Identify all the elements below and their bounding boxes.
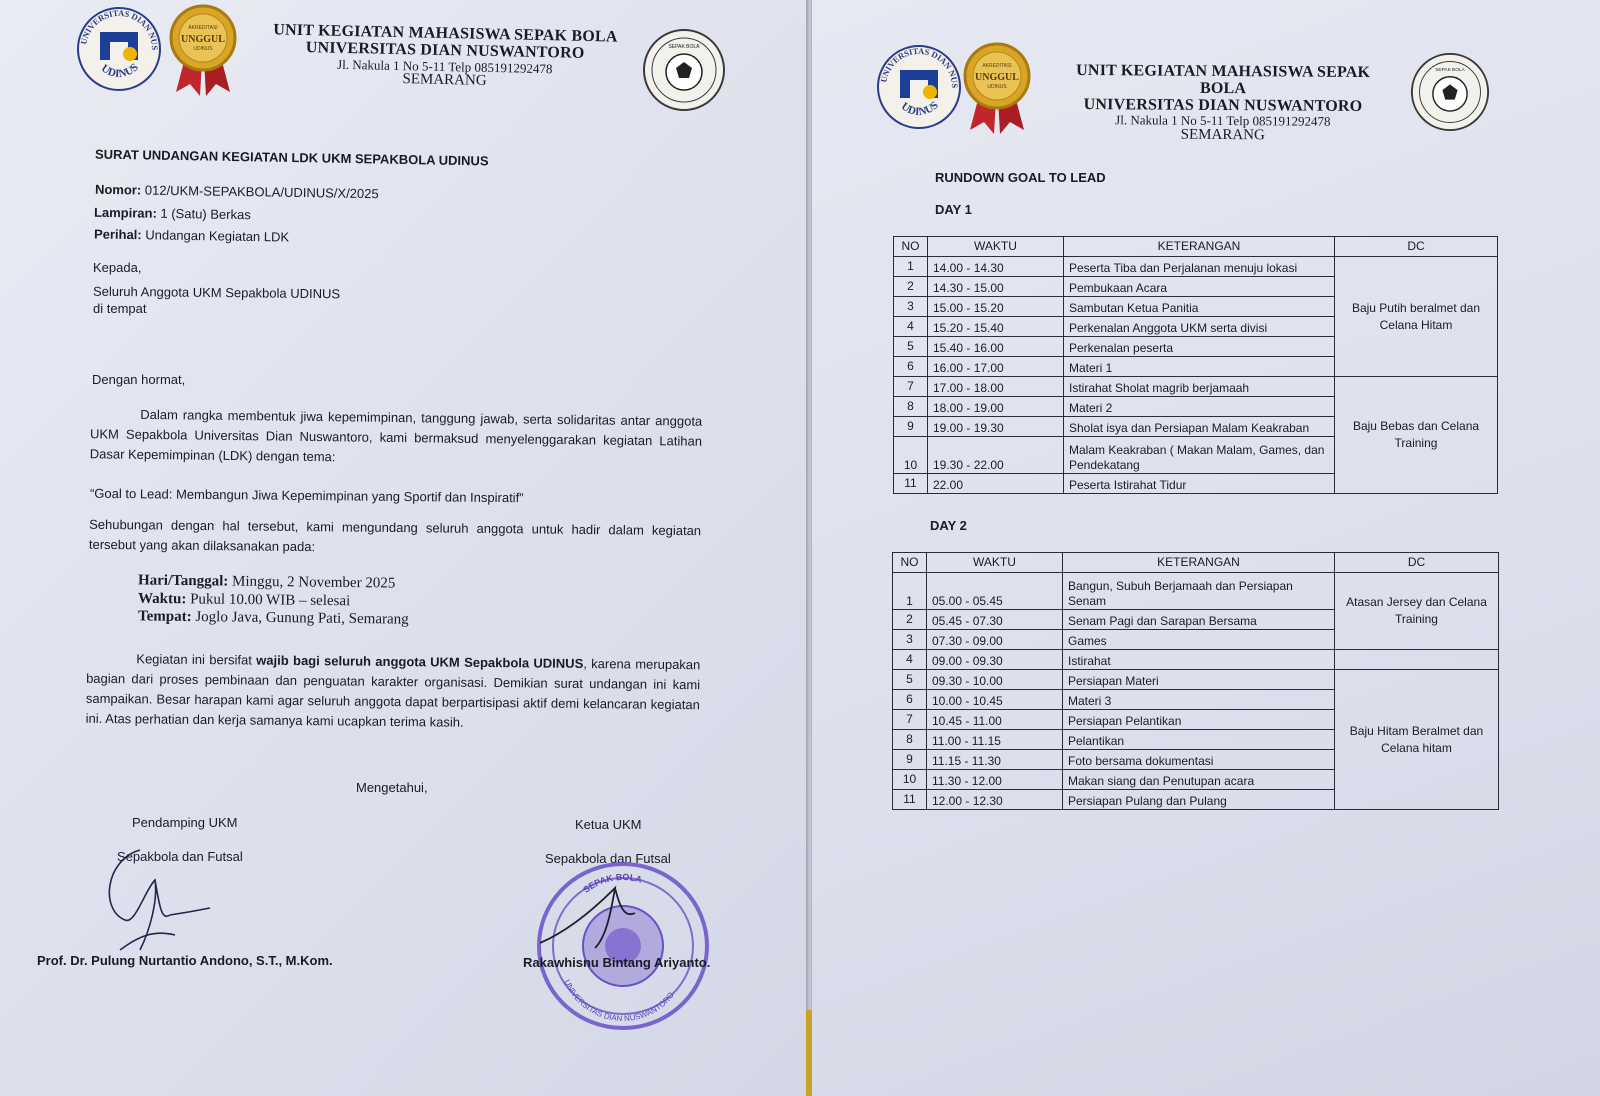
lampiran-value: 1 (Satu) Berkas xyxy=(156,205,251,223)
row-keterangan: Istirahat Sholat magrib berjamaah xyxy=(1064,377,1335,397)
udinus-logo xyxy=(76,6,162,92)
perihal-label: Perihal: xyxy=(93,226,142,243)
row-waktu: 15.40 - 16.00 xyxy=(928,337,1064,357)
signer-right-role-2: Sepakbola dan Futsal xyxy=(545,851,671,866)
time-label: Waktu: xyxy=(137,590,187,608)
row-no: 8 xyxy=(894,397,928,417)
day1-label: DAY 1 xyxy=(935,202,972,217)
row-no: 6 xyxy=(893,690,927,710)
club-logo-right xyxy=(1410,52,1490,132)
row-no: 11 xyxy=(893,790,927,810)
paragraph-2: Sehubungan dengan hal tersebut, kami mengundang seluruh anggota untuk hadir dalam kegiatan tersebut yang akan dilaksanakan pada: xyxy=(88,516,702,555)
row-waktu: 19.00 - 19.30 xyxy=(928,417,1064,437)
event-time xyxy=(138,591,350,611)
di-tempat: di tempat xyxy=(93,301,147,316)
letterhead-address: Jl. Nakula 1 No 5-11 Telp 085191292478 xyxy=(336,56,553,76)
recipient: Seluruh Anggota UKM Sepakbola UDINUS xyxy=(92,283,341,302)
svg-text:UNIVERSITAS DIAN NUSWANTORO: UNIVERSITAS DIAN NUSWANTORO xyxy=(562,978,676,1024)
udinus-logo-right xyxy=(876,44,962,130)
accreditation-badge xyxy=(168,4,238,98)
rundown-table-day2 xyxy=(892,552,1499,810)
row-keterangan: Persiapan Materi xyxy=(1063,670,1335,690)
header-waktu: WAKTU xyxy=(927,553,1063,573)
letterhead-line-2: UNIVERSITAS DIAN NUSWANTORO xyxy=(305,38,585,62)
table-row xyxy=(893,650,1499,670)
row-keterangan: Makan siang dan Penutupan acara xyxy=(1063,770,1335,790)
theme: “Goal to Lead: Membangun Jiwa Kepemimpinan yang Sportif dan Inspiratif” xyxy=(89,485,524,506)
date-value: Minggu, 2 November 2025 xyxy=(228,573,396,592)
letter-perihal xyxy=(94,226,289,244)
header-no: NO xyxy=(894,237,928,257)
time-value: Pukul 10.00 WIB – selesai xyxy=(186,591,351,610)
row-no: 7 xyxy=(894,377,928,397)
svg-text:UDINUS: UDINUS xyxy=(987,84,1007,90)
table-row xyxy=(893,670,1499,690)
signer-right-role: Ketua UKM xyxy=(575,817,642,832)
row-no: 11 xyxy=(894,474,928,494)
salutation: Dengan hormat, xyxy=(92,372,186,387)
row-no: 2 xyxy=(894,277,928,297)
header-dc: DC xyxy=(1335,237,1498,257)
row-waktu: 19.30 - 22.00 xyxy=(928,437,1064,474)
row-waktu: 09.00 - 09.30 xyxy=(927,650,1063,670)
row-waktu: 10.45 - 11.00 xyxy=(927,710,1063,730)
row-keterangan: Peserta Istirahat Tidur xyxy=(1064,474,1335,494)
row-keterangan: Malam Keakraban ( Makan Malam, Games, dan Pendekatang xyxy=(1064,437,1335,474)
nomor-label: Nomor: xyxy=(94,181,142,198)
svg-text:UNIVERSITAS DIAN NUSWANTORO: UNIVERSITAS DIAN NUS xyxy=(78,7,161,51)
row-no: 4 xyxy=(893,650,927,670)
row-waktu: 17.00 - 18.00 xyxy=(928,377,1064,397)
row-keterangan: Perkenalan Anggota UKM serta divisi xyxy=(1064,317,1335,337)
row-keterangan: Istirahat xyxy=(1063,650,1335,670)
row-keterangan: Pembukaan Acara xyxy=(1064,277,1335,297)
row-no: 5 xyxy=(893,670,927,690)
table-row xyxy=(893,573,1499,610)
row-keterangan: Pelantikan xyxy=(1063,730,1335,750)
header-no: NO xyxy=(893,553,927,573)
svg-text:UNGGUL: UNGGUL xyxy=(181,34,225,45)
paragraph-3-emphasis: wajib bagi seluruh anggota UKM Sepakbola UDINUS xyxy=(256,652,584,671)
accreditation-badge-right xyxy=(962,42,1032,136)
letterhead-right-line-1: UNIT KEGIATAN MAHASISWA SEPAK BOLA xyxy=(1076,61,1371,97)
table-header xyxy=(894,237,1498,257)
mengetahui: Mengetahui, xyxy=(356,780,428,795)
table-header xyxy=(893,553,1499,573)
row-no: 3 xyxy=(893,630,927,650)
row-keterangan: Perkenalan peserta xyxy=(1064,337,1335,357)
paragraph-3 xyxy=(86,649,701,735)
row-waktu: 18.00 - 19.00 xyxy=(928,397,1064,417)
signer-right-name: Rakawhisnu Bintang Ariyanto. xyxy=(523,955,711,970)
dress-code-empty xyxy=(1335,650,1499,670)
row-no: 6 xyxy=(894,357,928,377)
svg-text:SEPAK BOLA: SEPAK BOLA xyxy=(668,44,700,50)
paragraph-3-end: , karena merupakan bagian dari proses pembinaan dan penguatan karakter organisasi. Demikian surat undangan ini kami sampaikan. Besar harapan kami agar seluruh anggota dapat berpartisipasi aktif demi kelancaran kegiatan ini. Atas perhatian dan kerja samanya kami ucapkan terima kasih. xyxy=(85,655,701,730)
row-no: 9 xyxy=(893,750,927,770)
row-keterangan: Sholat isya dan Persiapan Malam Keakraban xyxy=(1064,417,1335,437)
signer-left-name: Prof. Dr. Pulung Nurtantio Andono, S.T., M.Kom. xyxy=(37,953,333,968)
row-no: 1 xyxy=(893,573,927,610)
row-no: 5 xyxy=(894,337,928,357)
row-waktu: 15.20 - 15.40 xyxy=(928,317,1064,337)
row-no: 2 xyxy=(893,610,927,630)
perihal-value: Undangan Kegiatan LDK xyxy=(141,227,290,245)
signer-left-role-2: Sepakbola dan Futsal xyxy=(117,849,243,864)
row-keterangan: Games xyxy=(1063,630,1335,650)
row-waktu: 22.00 xyxy=(928,474,1064,494)
row-waktu: 14.00 - 14.30 xyxy=(928,257,1064,277)
rundown-page xyxy=(812,0,1600,1096)
letterhead-right-address: Jl. Nakula 1 No 5-11 Telp 085191292478 xyxy=(1115,112,1331,130)
row-no: 9 xyxy=(894,417,928,437)
row-waktu: 07.30 - 09.00 xyxy=(927,630,1063,650)
letterhead-right-line-2: UNIVERSITAS DIAN NUSWANTORO xyxy=(1083,95,1363,115)
club-logo xyxy=(642,28,726,112)
letter-lampiran xyxy=(94,205,251,222)
row-keterangan: Foto bersama dokumentasi xyxy=(1063,750,1335,770)
row-waktu: 09.30 - 10.00 xyxy=(927,670,1063,690)
dress-code: Baju Putih beralmet dan Celana Hitam xyxy=(1335,257,1498,377)
row-no: 3 xyxy=(894,297,928,317)
row-keterangan: Persiapan Pulang dan Pulang xyxy=(1063,790,1335,810)
dress-code: Baju Hitam Beralmet dan Celana hitam xyxy=(1335,670,1499,810)
rundown-table-day1 xyxy=(893,236,1498,494)
letter-title: SURAT UNDANGAN KEGIATAN LDK UKM SEPAKBOLA UDINUS xyxy=(94,146,489,169)
row-waktu: 16.00 - 17.00 xyxy=(928,357,1064,377)
row-keterangan: Peserta Tiba dan Perjalanan menuju lokasi xyxy=(1064,257,1335,277)
letterhead-right xyxy=(1052,63,1395,145)
header-keterangan: KETERANGAN xyxy=(1063,553,1335,573)
official-stamp xyxy=(535,858,715,1033)
svg-text:SEPAK BOLA: SEPAK BOLA xyxy=(1435,68,1465,74)
kepada: Kepada, xyxy=(93,260,142,275)
row-waktu: 14.30 - 15.00 xyxy=(928,277,1064,297)
row-no: 7 xyxy=(893,710,927,730)
udinus-wordmark: UDINUS xyxy=(98,61,141,81)
row-waktu: 11.00 - 11.15 xyxy=(927,730,1063,750)
row-no: 4 xyxy=(894,317,928,337)
event-place xyxy=(138,608,409,628)
row-keterangan: Materi 2 xyxy=(1064,397,1335,417)
signer-left-role: Pendamping UKM xyxy=(132,815,238,830)
letterhead xyxy=(261,22,628,93)
signature-left xyxy=(100,840,230,960)
letter-nomor xyxy=(95,182,379,201)
row-waktu: 15.00 - 15.20 xyxy=(928,297,1064,317)
date-label: Hari/Tanggal: xyxy=(137,572,229,590)
day2-label: DAY 2 xyxy=(930,518,967,533)
rundown-title: RUNDOWN GOAL TO LEAD xyxy=(935,170,1106,185)
row-keterangan: Senam Pagi dan Sarapan Bersama xyxy=(1063,610,1335,630)
row-keterangan: Materi 3 xyxy=(1063,690,1335,710)
dress-code: Baju Bebas dan Celana Training xyxy=(1335,377,1498,494)
svg-text:UDINUS: UDINUS xyxy=(898,99,941,119)
svg-text:UNIVERSITAS DIAN NUSWANTORO: UNIVERSITAS DIAN NUS xyxy=(878,45,961,89)
svg-text:AKREDITASI: AKREDITASI xyxy=(982,63,1012,69)
row-waktu: 11.30 - 12.00 xyxy=(927,770,1063,790)
row-waktu: 10.00 - 10.45 xyxy=(927,690,1063,710)
row-waktu: 11.15 - 11.30 xyxy=(927,750,1063,770)
row-keterangan: Sambutan Ketua Panitia xyxy=(1064,297,1335,317)
dress-code: Atasan Jersey dan Celana Training xyxy=(1335,573,1499,650)
row-no: 1 xyxy=(894,257,928,277)
paragraph-3-start: Kegiatan ini bersifat xyxy=(136,651,257,668)
row-keterangan: Materi 1 xyxy=(1064,357,1335,377)
paragraph-1: Dalam rangka membentuk jiwa kepemimpinan, tanggung jawab, serta solidaritas antar anggota UKM Sepakbola Universitas Dian Nuswantoro, kami bermaksud menyelenggarakan kegiatan Latihan Dasar Kepemimpinan (LDK) dengan tema: xyxy=(89,406,703,465)
header-dc: DC xyxy=(1335,553,1499,573)
place-value: Joglo Java, Gunung Pati, Semarang xyxy=(191,609,409,628)
letterhead-right-city: SEMARANG xyxy=(1180,126,1265,144)
letterhead-line-1: UNIT KEGIATAN MAHASISWA SEPAK BOLA xyxy=(273,21,618,46)
row-keterangan: Persiapan Pelantikan xyxy=(1063,710,1335,730)
svg-text:UNGGUL: UNGGUL xyxy=(975,72,1019,83)
table-row xyxy=(894,377,1498,397)
svg-text:UDINUS: UDINUS xyxy=(193,46,213,52)
lampiran-label: Lampiran: xyxy=(93,204,157,221)
row-keterangan: Bangun, Subuh Berjamaah dan Persiapan Senam xyxy=(1063,573,1335,610)
svg-text:SEPAK BOLA: SEPAK BOLA xyxy=(581,871,644,895)
row-waktu: 05.00 - 05.45 xyxy=(927,573,1063,610)
header-waktu: WAKTU xyxy=(928,237,1064,257)
row-no: 10 xyxy=(894,437,928,474)
nomor-value: 012/UKM-SEPAKBOLA/UDINUS/X/2025 xyxy=(141,182,379,202)
row-waktu: 12.00 - 12.30 xyxy=(927,790,1063,810)
row-waktu: 05.45 - 07.30 xyxy=(927,610,1063,630)
letterhead-city: SEMARANG xyxy=(402,71,487,90)
table-row xyxy=(894,257,1498,277)
place-label: Tempat: xyxy=(137,608,192,626)
event-date xyxy=(138,572,396,592)
svg-text:AKREDITASI: AKREDITASI xyxy=(188,25,218,31)
row-no: 8 xyxy=(893,730,927,750)
header-keterangan: KETERANGAN xyxy=(1064,237,1335,257)
row-no: 10 xyxy=(893,770,927,790)
